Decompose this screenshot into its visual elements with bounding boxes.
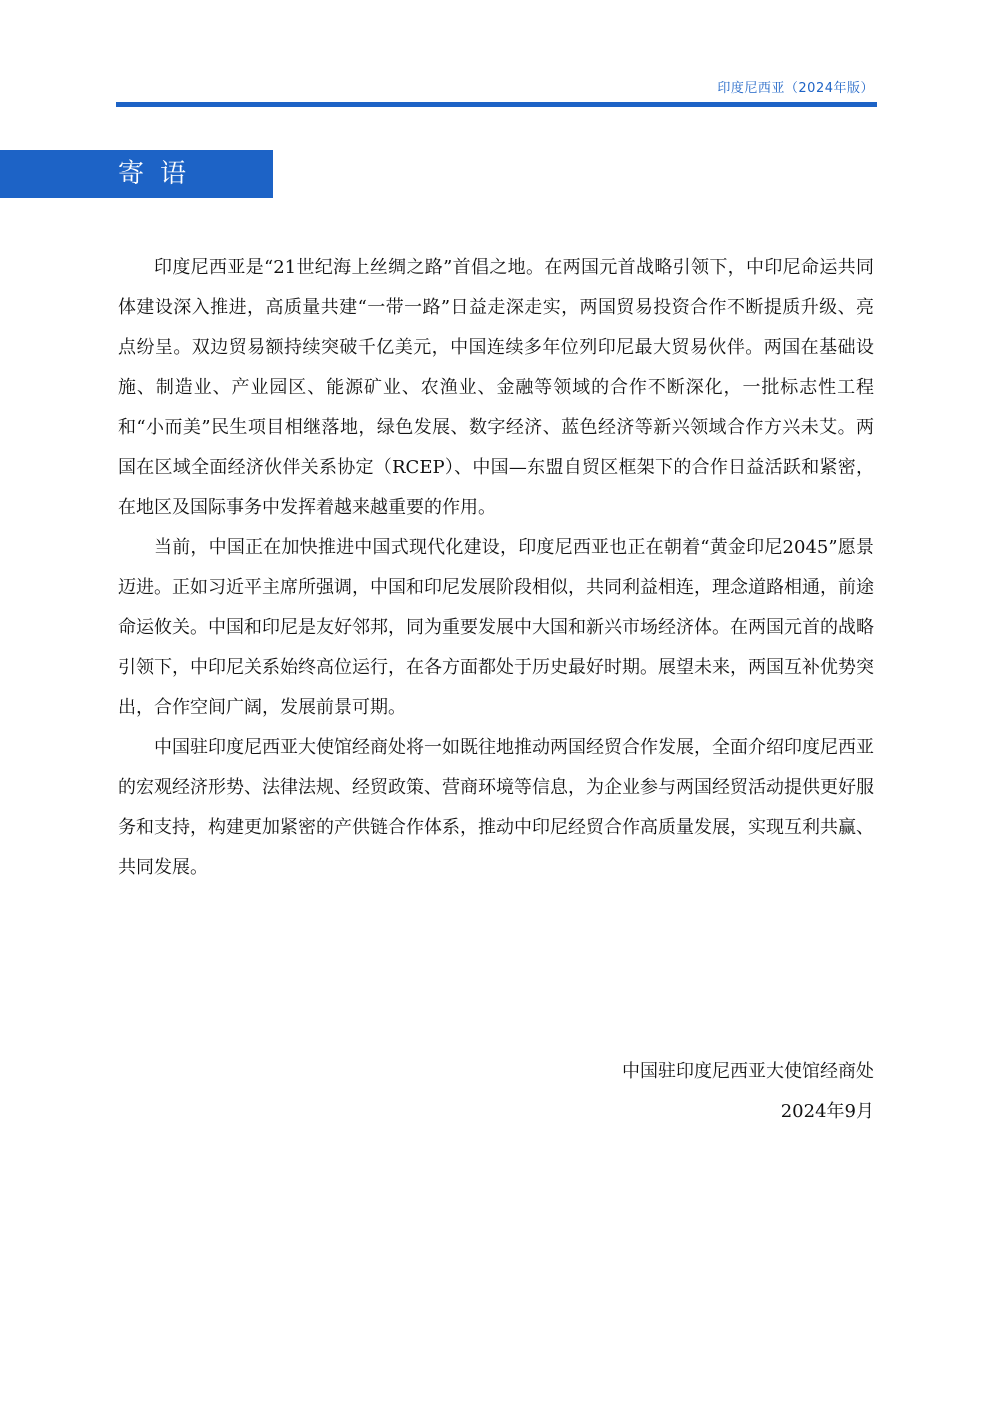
signature-organization: 中国驻印度尼西亚大使馆经商处: [622, 1061, 874, 1082]
header-divider: [116, 102, 877, 107]
section-title: 寄语: [118, 159, 203, 189]
paragraph-1: 印度尼西亚是“21世纪海上丝绸之路”首倡之地。在两国元首战略引领下，中印尼命运共同体建设深入推进，高质量共建“一带一路”日益走深走实，两国贸易投资合作不断提质升级、亮点纷呈。双边贸易额持续突破千亿美元，中国连续多年位列印尼最大贸易伙伴。两国在基础设施、制造业、产业园区、能源矿业、农渔业、金融等领域的合作不断深化，一批标志性工程和“小而美”民生项目相继落地，绿色发展、数字经济、蓝色经济等新兴领域合作方兴未艾。两国在区域全面经济伙伴关系协定（RCEP）、中国—东盟自贸区框架下的合作日益活跃和紧密，在地区及国际事务中发挥着越来越重要的作用。: [118, 257, 874, 518]
running-header: 印度尼西亚（2024年版）: [717, 81, 874, 96]
signature-date: 2024年9月: [780, 1101, 874, 1122]
paragraph-2: 当前，中国正在加快推进中国式现代化建设，印度尼西亚也正在朝着“黄金印尼2045”愿景迈进。正如习近平主席所强调，中国和印尼发展阶段相似，共同利益相连，理念道路相通，前途命运攸关。中国和印尼是友好邻邦，同为重要发展中大国和新兴市场经济体。在两国元首的战略引领下，中印尼关系始终高位运行，在各方面都处于历史最好时期。展望未来，两国互补优势突出，合作空间广阔，发展前景可期。: [118, 537, 874, 718]
paragraph-3: 中国驻印度尼西亚大使馆经商处将一如既往地推动两国经贸合作发展，全面介绍印度尼西亚的宏观经济形势、法律法规、经贸政策、营商环境等信息，为企业参与两国经贸活动提供更好服务和支持，构建更加紧密的产供链合作体系，推动中印尼经贸合作高质量发展，实现互利共赢、共同发展。: [118, 737, 874, 878]
signature-block: [622, 1052, 874, 1132]
section-banner: [0, 150, 273, 198]
foreword-body: [118, 248, 874, 888]
